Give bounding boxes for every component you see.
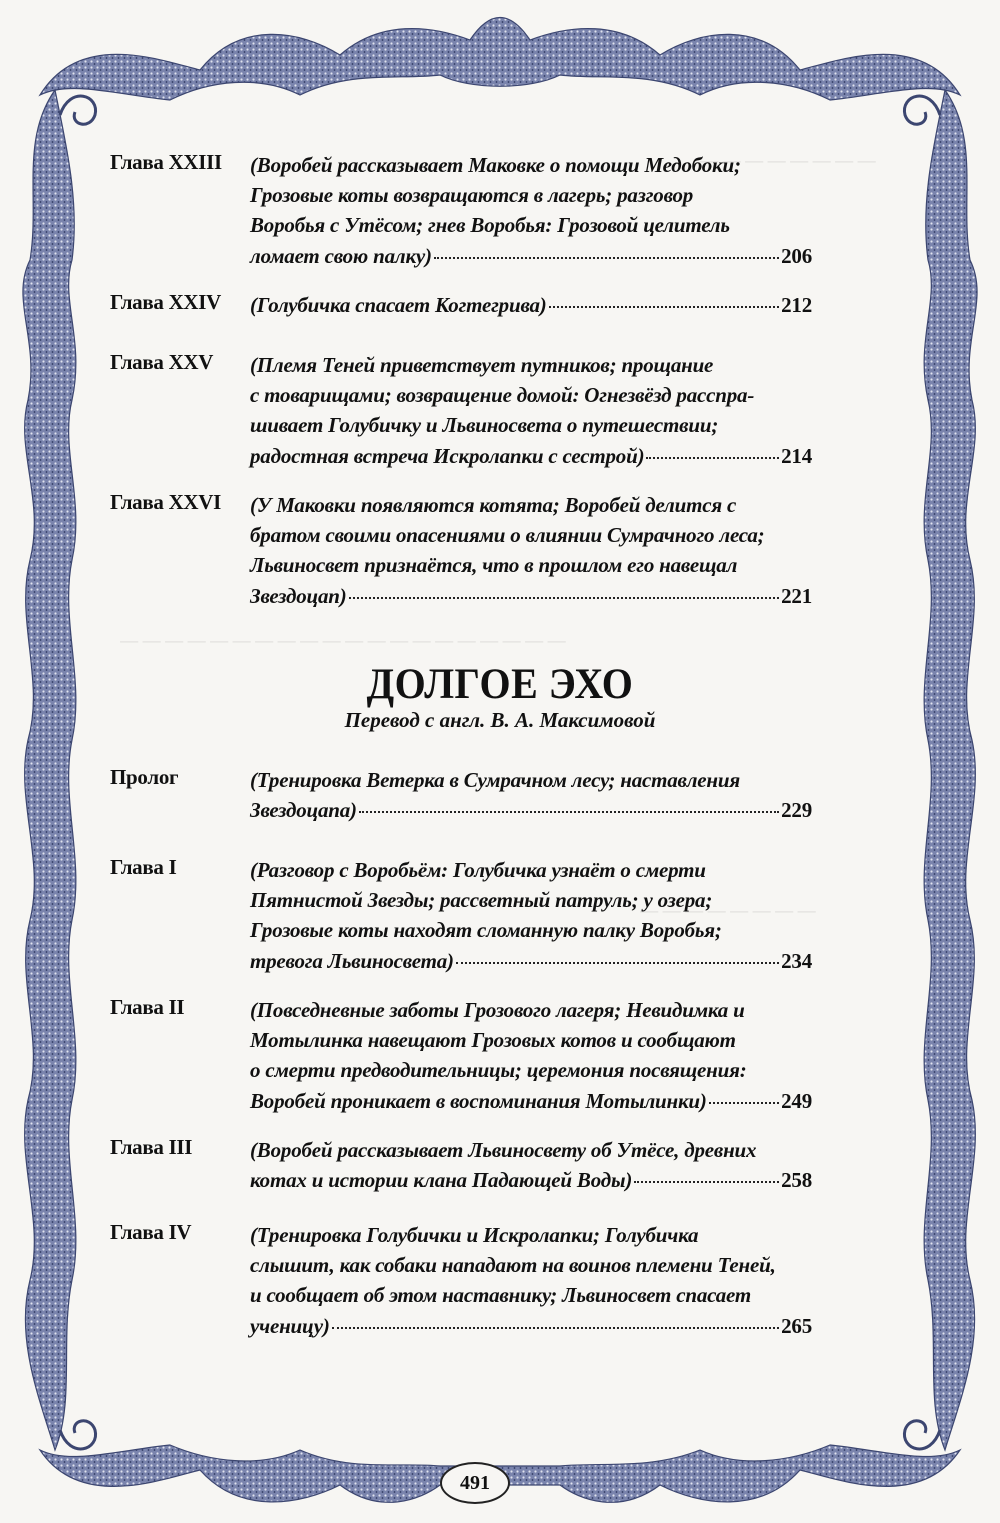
summary-line: Грозовые коты возвращаются в лагерь; разговор [250,183,694,208]
chapter-label: Глава IV [110,1220,192,1244]
chapter-label: Глава III [110,1135,193,1159]
summary-line: братом своими опасениями о влиянии Сумрачного леса; [250,523,765,548]
summary-line: Воробей проникает в воспоминания Мотылинки) [250,1088,707,1113]
dot-leader [634,1162,779,1183]
toc-page-number: 221 [781,583,812,608]
toc-page-number: 265 [781,1313,812,1338]
top-ornament [40,18,960,101]
dot-leader [434,238,779,259]
summary-last-line [250,1086,812,1116]
chapter-label: Пролог [110,765,179,789]
toc-page-number: 258 [781,1168,812,1193]
summary-line: о смерти предводительницы; церемония посвящения: [250,1058,747,1083]
summary-line: с товарищами; возвращение домой: Огнезвёзд расспра- [250,383,755,408]
summary-line: (Тренировка Ветерка в Сумрачном лесу; наставления [250,768,740,792]
summary-line: слышит, как собаки нападают на воинов племени Теней, [250,1253,776,1278]
summary-line: (Тренировка Голубички и Искролапки; Голубичка [250,1223,699,1247]
summary-last-line [250,581,812,611]
dot-leader [456,943,779,964]
chapter-summary [250,150,812,271]
chapter-label: Глава XXIII [110,150,222,174]
summary-line: (Воробей рассказывает Львиносвету об Утёсе, древних [250,1138,757,1162]
chapter-label: Глава I [110,855,177,879]
dot-leader [709,1083,779,1104]
chapter-summary [250,765,812,825]
summary-line: (Голубичка спасает Когтегрива) [250,293,547,317]
summary-line: Звездоцап) [250,583,347,608]
summary-line: Львиносвет признаётся, что в прошлом его навещал [250,553,738,578]
summary-line: (Воробей рассказывает Маковке о помощи Медобоки; [250,153,741,177]
toc-page-number: 229 [781,798,812,823]
page-number: 491 [440,1462,510,1504]
dot-leader [359,792,779,813]
summary-line: Грозовые коты находят сломанную палку Воробья; [250,918,722,943]
bleed-through-text: — — — — — — — — [640,900,816,920]
bleed-through-text: — — — — — — — — — — — — — — — — — — — — [120,630,566,650]
chapter-label: Глава XXIV [110,290,222,314]
dot-leader [332,1308,779,1329]
chapter-label: Глава XXV [110,350,214,374]
translator-credit: Перевод с англ. В. А. Максимовой [344,708,656,732]
summary-line: (Разговор с Воробьём: Голубичка узнаёт о смерти [250,858,706,882]
bleed-through-text: — — — — — — — — [700,150,876,170]
summary-line: тревога Львиносвета) [250,948,454,973]
summary-last-line [250,241,812,271]
summary-line: котах и истории клана Падающей Воды) [250,1168,633,1193]
dot-leader [646,438,779,459]
summary-last-line [250,1311,812,1341]
chapter-summary [250,995,812,1116]
summary-line: шивает Голубичку и Львиносвета о путешествии; [250,413,719,438]
summary-line: Пятнистой Звезды; рассветный патруль; у озера; [250,888,713,913]
toc-page-number: 214 [781,443,812,468]
toc-page-number: 249 [781,1088,812,1113]
summary-last-line [250,1165,812,1195]
chapter-summary [250,290,812,320]
summary-line: радостная встреча Искролапки с сестрой) [250,443,645,468]
summary-line: (Повседневные заботы Грозового лагеря; Невидимка и [250,998,745,1022]
summary-line: ученицу) [250,1313,330,1338]
summary-line: (Племя Теней приветствует путников; прощание [250,353,714,377]
right-ornament [924,90,977,1450]
summary-line: Воробья с Утёсом; гнев Воробья: Грозовой целитель [250,213,730,238]
chapter-summary [250,1135,812,1195]
section-heading: ДОЛГОЕ ЭХО [366,659,634,708]
summary-line: Звездоцапа) [250,798,357,823]
toc-page-number: 212 [781,293,812,317]
toc-page-number: 206 [781,243,812,268]
summary-line: Мотылинка навещают Грозовых котов и сообщают [250,1028,736,1053]
chapter-summary [250,490,812,611]
dot-leader [549,287,780,308]
toc-page-number: 234 [781,948,812,973]
chapter-summary [250,855,812,976]
summary-line: и сообщает об этом наставнику; Львиносвет спасает [250,1283,751,1308]
chapter-summary [250,350,812,471]
dot-leader [349,578,780,599]
chapter-label: Глава XXVI [110,490,222,514]
summary-last-line [250,441,812,471]
summary-last-line [250,290,812,320]
left-ornament [23,90,76,1450]
summary-line: (У Маковки появляются котята; Воробей делится с [250,493,737,517]
summary-last-line [250,795,812,825]
summary-line: ломает свою палку) [250,243,432,268]
chapter-label: Глава II [110,995,185,1019]
summary-last-line [250,946,812,976]
chapter-summary [250,1220,812,1341]
